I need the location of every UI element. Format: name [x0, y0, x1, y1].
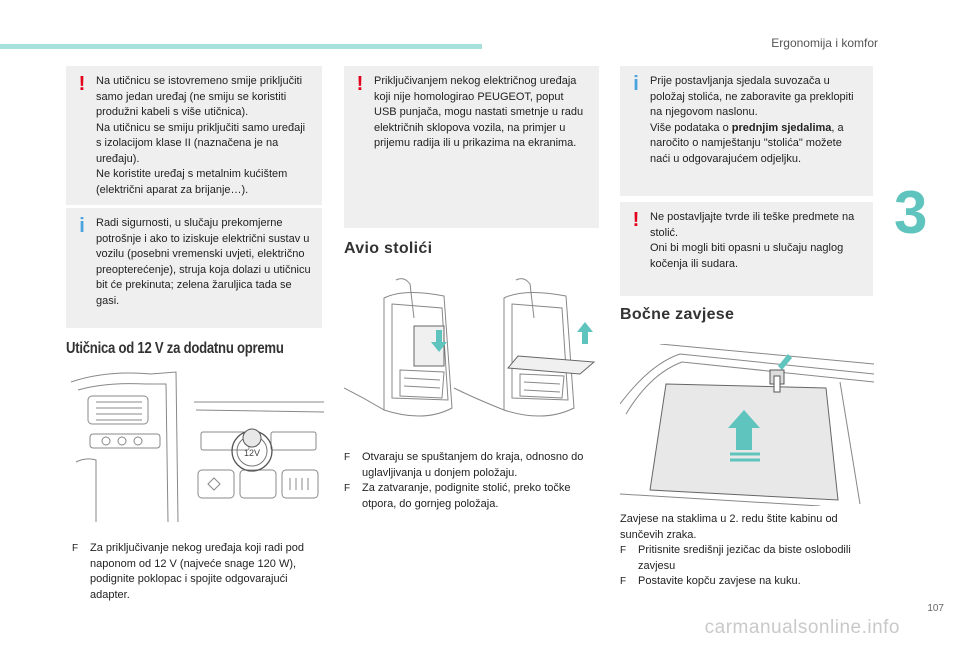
step-item: [620, 543, 876, 574]
warning-icon: !: [356, 73, 364, 95]
step-arrow-icon: F: [72, 543, 79, 554]
info-text-part: Prije postavljanja sjedala suvozača u položaj stolića, ne zaboravite ga preklopiti na njegovom naslonu. Više podataka o: [650, 75, 854, 134]
info-icon: i: [633, 73, 639, 95]
warning-icon: !: [632, 209, 640, 231]
blinds-intro: Zavjese na staklima u 2. redu štite kabinu od sunčevih zraka.: [620, 513, 838, 541]
warning-box-table: [620, 202, 873, 296]
chapter-number: 3: [894, 179, 928, 246]
window-blind-illustration: [620, 344, 874, 506]
arrow-up-icon: [577, 322, 593, 344]
step-text: Otvaraju se spuštanjem do kraja, odnosno do uglavljivanja u donjem položaju.: [362, 451, 584, 479]
warning-text: Priključivanjem nekog električnog uređaja koji nije homologirao PEUGEOT, poput USB punjača, mogu nastati smetnje u radu električnih sklopova vozila, na primjer u prijemu radija ili u prikazima na ekranima.: [374, 75, 584, 149]
step-arrow-icon: F: [620, 545, 627, 556]
warning-text: Na utičnicu se istovremeno smije priključiti samo jedan uređaj (ne smiju se koristiti produžni kabeli s više utičnica). Na utičnicu se smiju priključiti samo uređaji s izolacijom klase II (naznačena je na uređaju). Ne koristite uređaj s metalnim kućištem (električni aparat za brijanje…).: [96, 75, 306, 196]
section-header: Ergonomija i komfor: [771, 36, 878, 50]
step-item: [620, 574, 876, 590]
step-text: Postavite kopču zavjese na kuku.: [638, 575, 801, 587]
step-arrow-icon: F: [620, 576, 627, 587]
figure-side-blinds: [620, 344, 874, 506]
arrow-press-icon: [778, 354, 792, 370]
warning-box-usb: [344, 66, 599, 228]
step-item: [344, 481, 600, 512]
socket-label: 12V: [243, 448, 261, 458]
heading-avio-tables: Avio stolići: [344, 240, 433, 257]
info-icon: i: [79, 215, 85, 237]
info-text-part: , a naročito o namještanju "stolića" možete naći u odgovarajućem odjeljku.: [650, 121, 844, 165]
info-text-bold: prednjim sjedalima: [731, 121, 832, 134]
step-text: Pritisnite središnji jezičac da biste oslobodili zavjesu: [638, 544, 851, 572]
seat-tables-illustration: [344, 278, 602, 438]
step-arrow-icon: F: [344, 452, 351, 463]
info-text: Radi sigurnosti, u slučaju prekomjerne potrošnje i ako to iziskuje električni sustav u vozilu (posebni vremenski uvjeti, električno preopterećenje), struja koja dolazi u utičnicu bit će prekinuta; zelena žaruljica tada se gasi.: [96, 217, 311, 307]
warning-icon: !: [78, 73, 86, 95]
step-text: Za zatvaranje, podignite stolić, preko točke otpora, do gornjeg položaja.: [362, 482, 571, 510]
console-illustration: [66, 362, 324, 522]
figure-12v-socket: [66, 362, 324, 522]
steps-blinds: [620, 543, 876, 590]
figure-avio-tables: [344, 278, 602, 438]
info-box-table-seat: [620, 66, 873, 196]
steps-12v: [72, 541, 328, 603]
heading-side-blinds: Bočne zavjese: [620, 306, 735, 323]
page-number: 107: [927, 603, 944, 614]
warning-text: Ne postavljajte tvrde ili teške predmete na stolić. Oni bi mogli biti opasni u slučaju naglog kočenja ili sudara.: [650, 211, 855, 270]
watermark: carmanualsonline.info: [704, 617, 900, 638]
top-accent-bar: [0, 44, 482, 49]
step-item: [72, 541, 328, 603]
step-item: [344, 450, 600, 481]
info-box-socket: [66, 208, 322, 328]
step-text: Za priključivanje nekog uređaja koji radi pod naponom od 12 V (najveće snage 120 W), podignite poklopac i spojite odgovarajući adapter.: [90, 542, 305, 601]
steps-avio: [344, 450, 600, 512]
warning-box-socket: [66, 66, 322, 205]
step-arrow-icon: F: [344, 483, 351, 494]
heading-12v-socket: Utičnica od 12 V za dodatnu opremu: [66, 340, 284, 357]
info-text: [620, 66, 873, 175]
